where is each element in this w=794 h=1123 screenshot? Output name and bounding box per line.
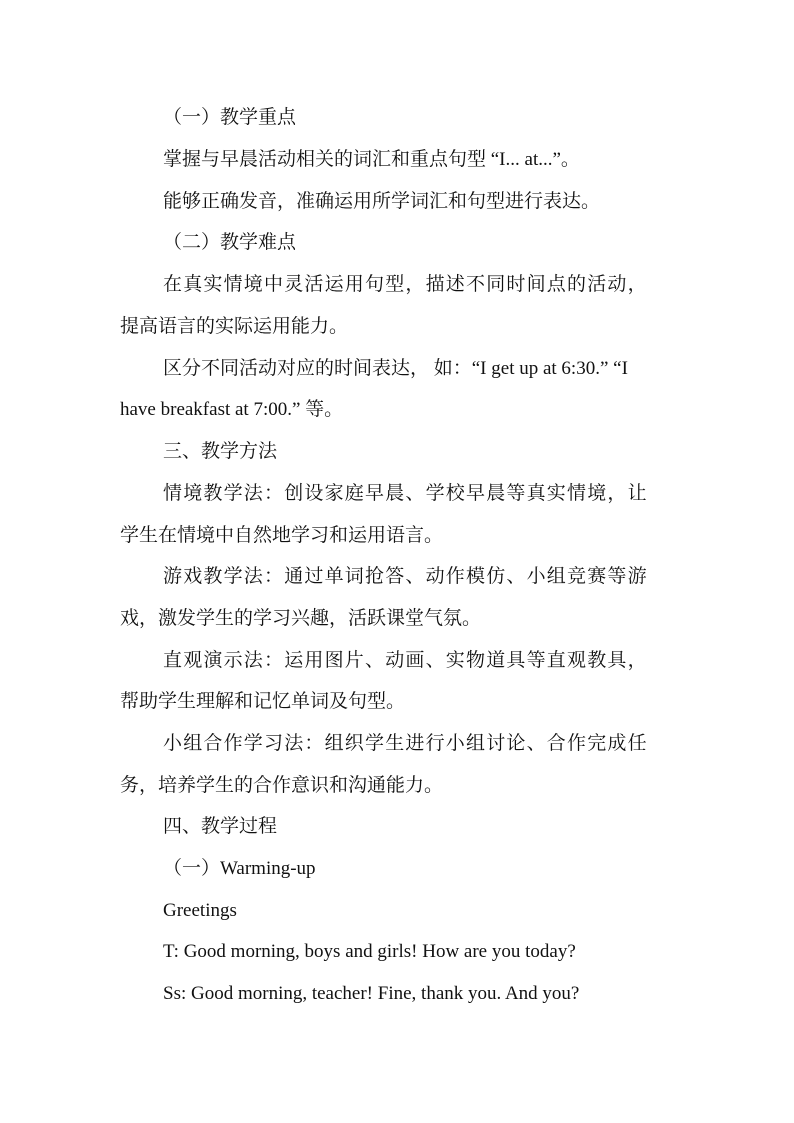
paragraph-line: 务，培养学生的合作意识和沟通能力。 <box>120 775 444 796</box>
paragraph-line: 游戏教学法：通过单词抢答、动作模仿、小组竞赛等游 <box>163 566 648 587</box>
paragraph-line: 小组合作学习法：组织学生进行小组讨论、合作完成任 <box>163 733 648 754</box>
heading-teaching-difficulty: （二）教学难点 <box>163 232 297 253</box>
heading-teaching-focus: （一）教学重点 <box>163 107 297 128</box>
paragraph-line: 直观演示法：运用图片、动画、实物道具等直观教具， <box>163 650 648 671</box>
paragraph-line: 帮助学生理解和记忆单词及句型。 <box>120 691 406 712</box>
paragraph-line: 区分不同活动对应的时间表达， 如：“I get up at 6:30.” “I <box>163 358 628 379</box>
heading-teaching-methods: 三、教学方法 <box>163 441 278 462</box>
paragraph-line: have breakfast at 7:00.” 等。 <box>120 399 344 420</box>
paragraph-line: 提高语言的实际运用能力。 <box>120 316 349 337</box>
dialogue-line: T: Good morning, boys and girls! How are you today? <box>163 941 576 962</box>
paragraph-line: 学生在情境中自然地学习和运用语言。 <box>120 525 444 546</box>
subheading-warming-up: （一）Warming-up <box>163 858 316 879</box>
paragraph-line: 戏，激发学生的学习兴趣，活跃课堂气氛。 <box>120 608 482 629</box>
paragraph-line: Greetings <box>163 900 237 921</box>
paragraph-line: 情境教学法：创设家庭早晨、学校早晨等真实情境，让 <box>163 483 648 504</box>
paragraph-line: 在真实情境中灵活运用句型，描述不同时间点的活动， <box>163 274 648 295</box>
paragraph-line: 能够正确发音，准确运用所学词汇和句型进行表达。 <box>163 191 601 212</box>
dialogue-line: Ss: Good morning, teacher! Fine, thank you. And you? <box>163 983 580 1004</box>
paragraph-line: 掌握与早晨活动相关的词汇和重点句型 “I... at...”。 <box>163 149 580 170</box>
heading-teaching-process: 四、教学过程 <box>163 816 278 837</box>
